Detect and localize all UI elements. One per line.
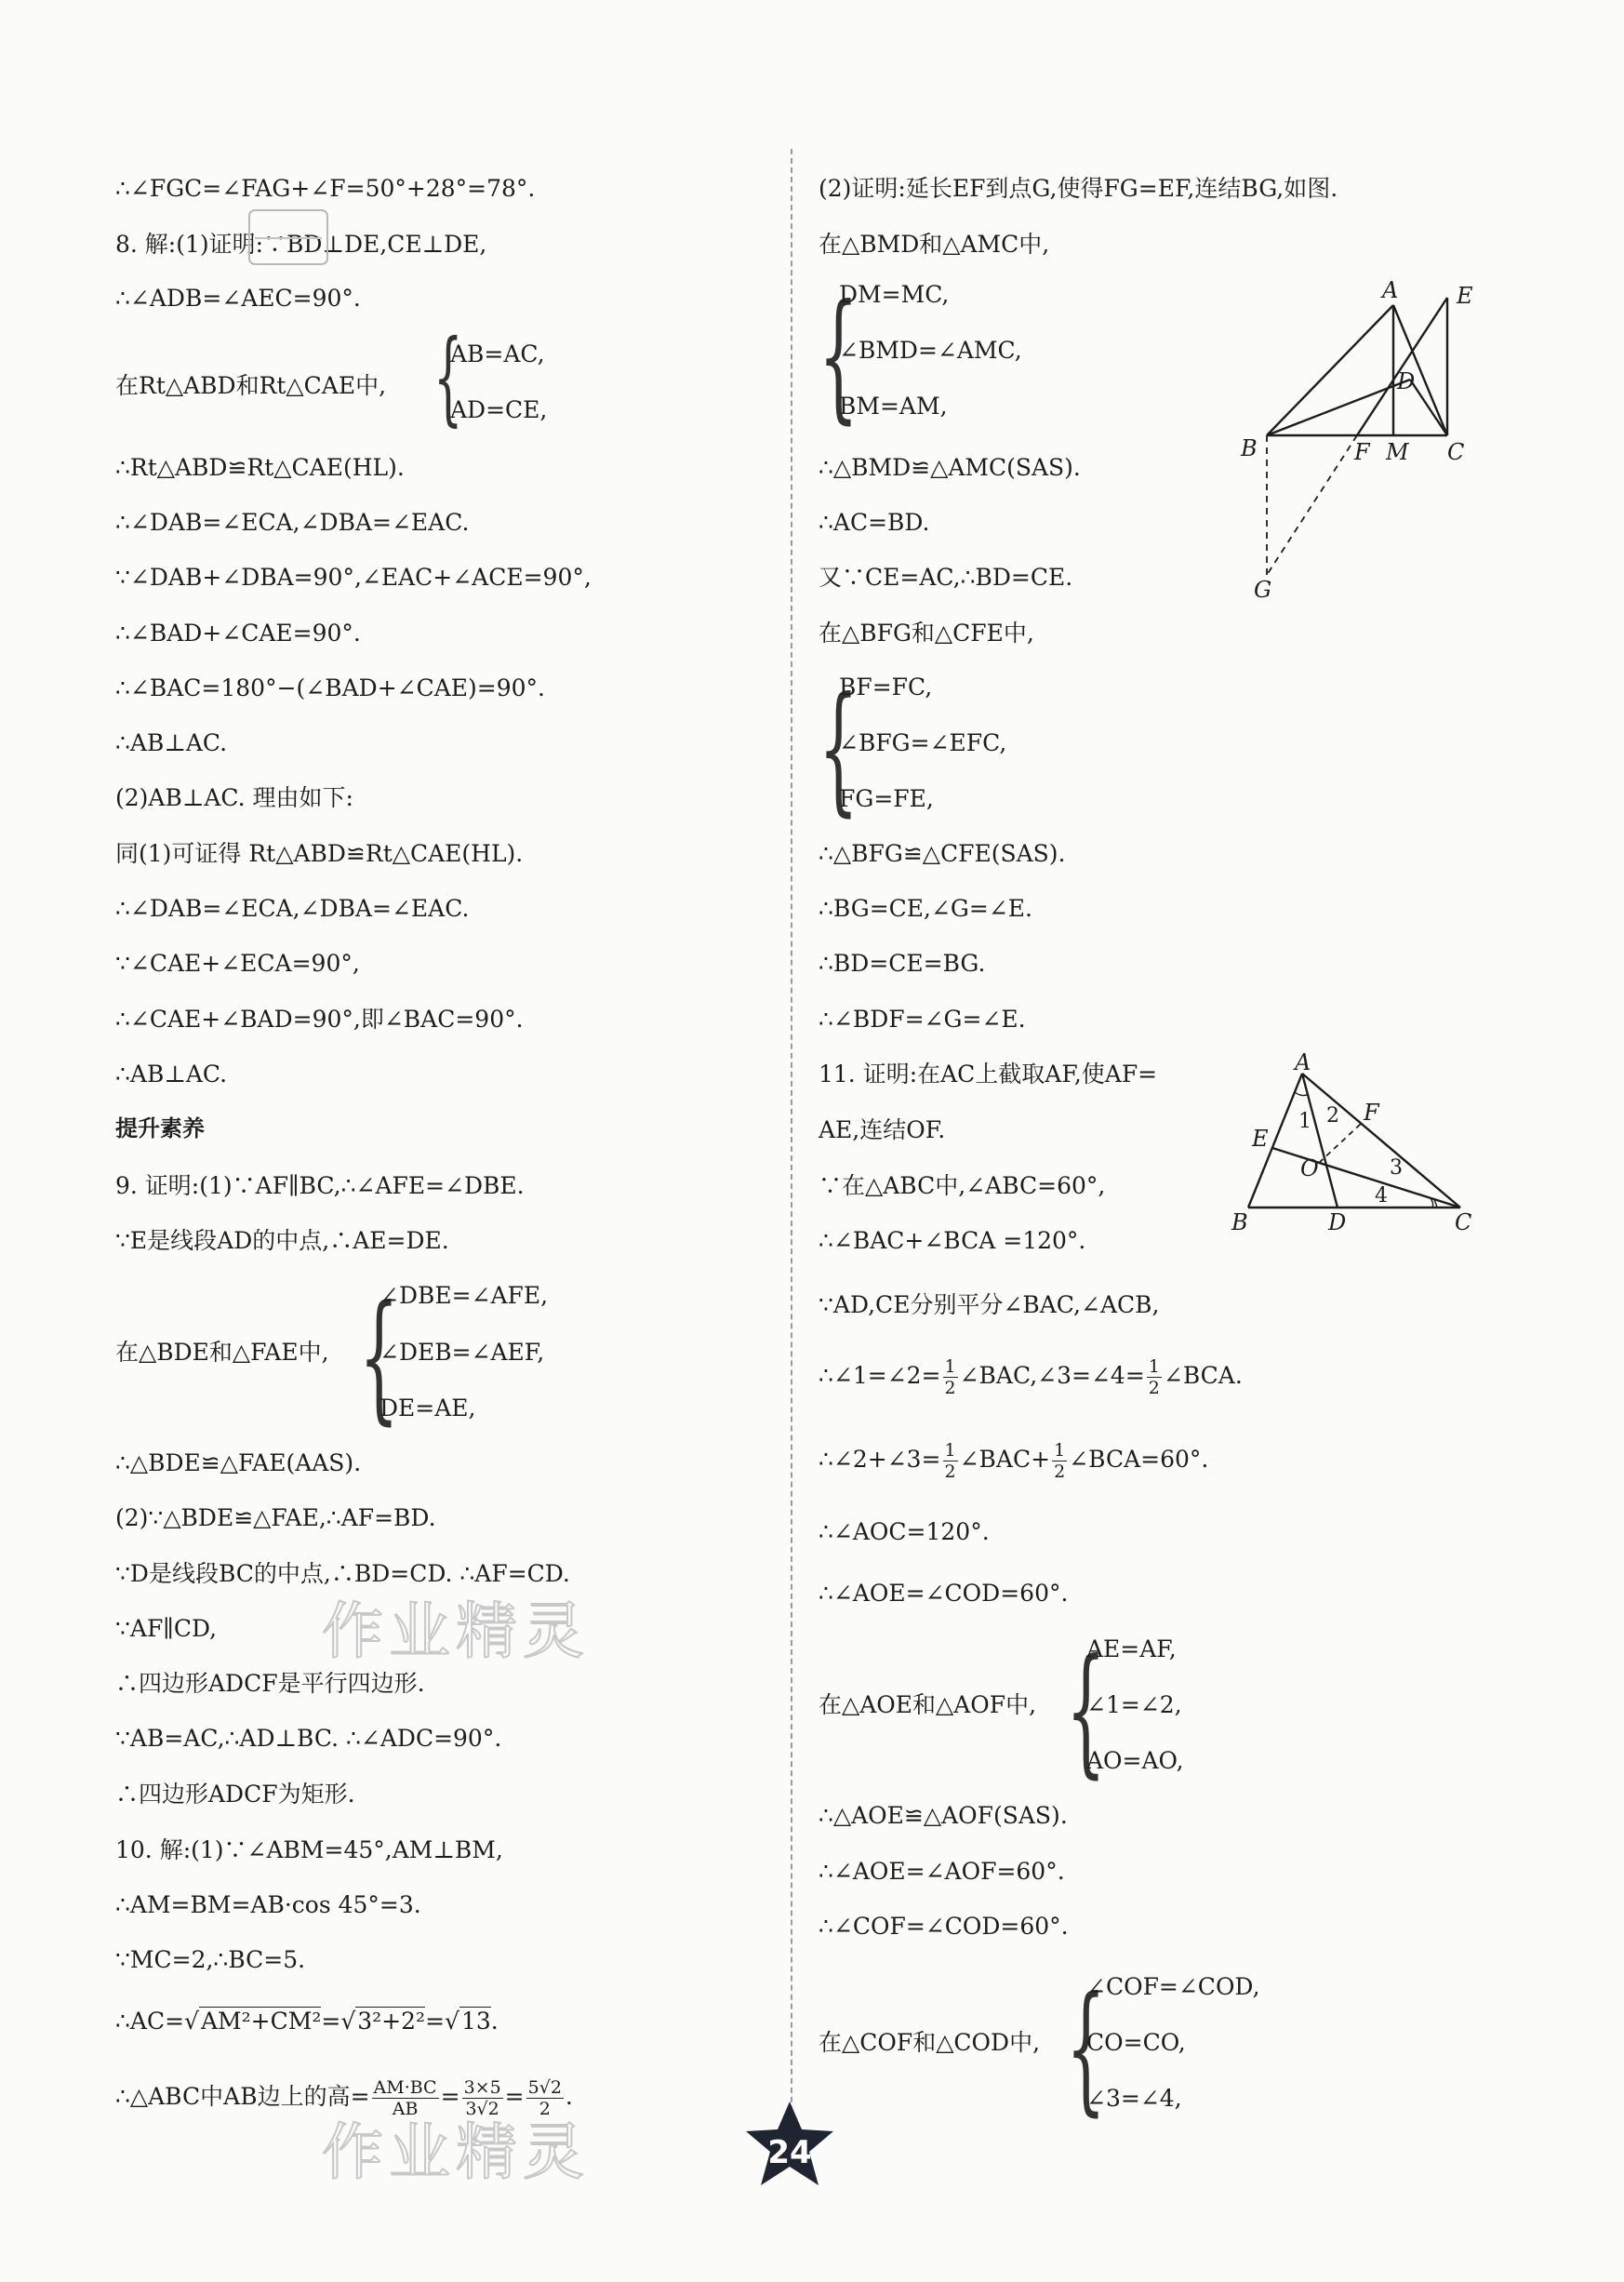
text-line: ∵E是线段AD的中点,∴AE=DE. (115, 1227, 449, 1254)
text-line: ∴∠DAB=∠ECA,∠DBA=∠EAC. (115, 509, 470, 536)
text-line: ∵∠DAB+∠DBA=90°,∠EAC+∠ACE=90°, (115, 564, 592, 591)
text: ∴∠2+∠3= (819, 1446, 941, 1473)
numerator: AM·BC (373, 2077, 437, 2098)
system-row: CO=CO, (1086, 2029, 1186, 2056)
system-row: AE=AF, (1086, 1635, 1177, 1662)
left-brace: { (433, 317, 463, 436)
label-C: C (1455, 1209, 1472, 1235)
numerator: 3×5 (463, 2077, 501, 2098)
system-label: 在△BDE和△FAE中, (115, 1339, 329, 1366)
text-line: ∴AC=BD. (819, 509, 930, 536)
left-brace: { (359, 1276, 399, 1438)
text-line: ∵D是线段BC的中点,∴BD=CD. ∴AF=CD. (115, 1560, 570, 1587)
system-row: AO=AO, (1086, 1747, 1184, 1774)
text-line: ∴∠AOC=120°. (819, 1518, 990, 1545)
text-line: ∴AB⊥AC. (115, 729, 228, 756)
watermark: 作业精灵 (322, 1595, 590, 1667)
page-number: 24 (767, 2134, 812, 2171)
fraction-line (819, 1356, 1243, 1398)
text-line: ∴四边形ADCF是平行四边形. (115, 1670, 425, 1697)
label-E: E (1252, 1126, 1269, 1152)
text: ∴∠1=∠2= (819, 1362, 941, 1389)
text: ∴AC= (115, 2008, 185, 2035)
numerator: 1 (944, 1356, 956, 1377)
label-B: B (1231, 1209, 1248, 1235)
text-line: 又∵CE=AC,∴BD=CE. (819, 564, 1073, 591)
fraction-line (819, 1440, 1208, 1482)
text: ∠BCA=60°. (1069, 1446, 1209, 1473)
system-row: ∠DEB=∠AEF, (379, 1339, 545, 1366)
numerator: 1 (944, 1440, 956, 1461)
numerator: 1 (1148, 1356, 1160, 1377)
problem-8-start: 8. 解:(1)证明:∵BD⊥DE,CE⊥DE, (115, 231, 487, 258)
system-row: ∠COF=∠COD, (1086, 1973, 1260, 2000)
text-line: ∵MC=2,∴BC=5. (115, 1946, 306, 1973)
label-O: O (1300, 1155, 1319, 1181)
text-line: ∴BD=CE=BG. (819, 950, 986, 977)
text-line: ∴△BFG≌△CFE(SAS). (819, 840, 1066, 867)
text-line: ∴∠FGC=∠FAG+∠F=50°+28°=78°. (115, 175, 536, 202)
denominator: 2 (1148, 1378, 1160, 1398)
segment-AB (1267, 305, 1393, 435)
denominator: 2 (539, 2099, 551, 2119)
label-M: M (1386, 439, 1409, 465)
system-row: ∠3=∠4, (1086, 2085, 1182, 2112)
system-row: FG=FE, (839, 785, 934, 812)
fraction (1147, 1356, 1162, 1398)
geometry-figure-problem-11 (1218, 1051, 1479, 1237)
text-line: ∵AB=AC,∴AD⊥BC. ∴∠ADC=90°. (115, 1725, 502, 1752)
text-line: (2)证明:延长EF到点G,使得FG=EF,连结BG,如图. (819, 175, 1338, 202)
text-line: ∴∠BAC+∠BCA =120°. (819, 1227, 1086, 1254)
text-line: ∴∠COF=∠COD=60°. (819, 1913, 1069, 1940)
text-line: ∴AB⊥AC. (115, 1061, 228, 1088)
radicand: 13 (460, 2008, 491, 2035)
numerator: 5√2 (527, 2077, 562, 2098)
label-A: A (1295, 1051, 1311, 1075)
problem-11-start: 11. 证明:在AC上截取AF,使AF= (819, 1061, 1158, 1088)
left-brace: { (1066, 1630, 1106, 1792)
segment-AD (1302, 1074, 1338, 1208)
denominator: 2 (944, 1378, 956, 1398)
text: = (321, 2008, 341, 2035)
label-D: D (1397, 368, 1416, 394)
denominator: AB (392, 2099, 419, 2119)
left-brace: { (819, 275, 859, 437)
text-line: ∴∠AOE=∠COD=60°. (819, 1580, 1069, 1607)
text-line: ∴△BDE≌△FAE(AAS). (115, 1449, 362, 1476)
label-A: A (1382, 277, 1399, 303)
text-line: ∴∠BDF=∠G=∠E. (819, 1006, 1026, 1033)
text: ∠BAC,∠3=∠4= (959, 1362, 1145, 1389)
radicand: 3²+2² (357, 2008, 426, 2035)
text-line: ∴∠BAC=180°−(∠BAD+∠CAE)=90°. (115, 674, 545, 701)
text-line: 同(1)可证得 Rt△ABD≌Rt△CAE(HL). (115, 840, 524, 867)
system-label: 在Rt△ABD和Rt△CAE中, (115, 372, 387, 399)
text-line: ∵AD,CE分别平分∠BAC,∠ACB, (819, 1291, 1160, 1318)
column-divider (791, 149, 792, 2149)
problem-10-start: 10. 解:(1)∵∠ABM=45°,AM⊥BM, (115, 1836, 503, 1863)
label-B: B (1241, 435, 1258, 461)
denominator: 2 (1054, 1461, 1066, 1482)
angle-label-1: 1 (1298, 1110, 1311, 1133)
text-line: ∴∠CAE+∠BAD=90°,即∠BAC=90°. (115, 1006, 524, 1033)
text: . (565, 2083, 573, 2110)
text-line: ∴△AOE≌△AOF(SAS). (819, 1802, 1068, 1829)
system-row: ∠1=∠2, (1086, 1691, 1182, 1718)
system-row: ∠DBE=∠AFE, (379, 1282, 549, 1309)
text-line: ∴∠DAB=∠ECA,∠DBA=∠EAC. (115, 895, 470, 922)
text: . (490, 2008, 499, 2035)
label-F: F (1354, 439, 1370, 465)
system-label: 在△COF和△COD中, (819, 2029, 1041, 2056)
text-line: ∴∠BAD+∠CAE=90°. (115, 620, 361, 647)
text-line: ∵AF∥CD, (115, 1615, 218, 1642)
text-line: (2)∵△BDE≌△FAE,∴AF=BD. (115, 1504, 436, 1531)
denominator: 3√2 (465, 2099, 499, 2119)
segment-FG-dashed (1267, 435, 1357, 575)
text-line: ∴AM=BM=AB·cos 45°=3. (115, 1891, 421, 1918)
angle-label-3: 3 (1390, 1156, 1403, 1180)
section-heading: 提升素养 (115, 1115, 205, 1141)
numerator: 1 (1054, 1440, 1066, 1461)
text-line: (2)AB⊥AC. 理由如下: (115, 784, 353, 811)
fraction (1052, 1440, 1067, 1482)
text-line: 在△BMD和△AMC中, (819, 231, 1050, 258)
left-brace: { (1066, 1968, 1106, 2129)
label-G: G (1254, 577, 1272, 603)
text: ∴△ABC中AB边上的高= (115, 2083, 370, 2110)
system-row: ∠BFG=∠EFC, (839, 729, 1007, 756)
text-line: ∵∠CAE+∠ECA=90°, (115, 950, 360, 977)
fraction (943, 1440, 958, 1482)
text-line: ∴BG=CE,∠G=∠E. (819, 895, 1032, 922)
text-line: ∴∠ADB=∠AEC=90°. (115, 285, 361, 312)
sqrt-line: ∴AC=√AM²+CM²=√3²+2²=√13. (115, 2008, 499, 2035)
geometry-figure-problem-10 (1228, 270, 1488, 605)
page-number-badge (739, 2098, 841, 2191)
system-row: BM=AM, (839, 393, 948, 420)
text-line: ∴四边形ADCF为矩形. (115, 1781, 355, 1808)
problem-9-start: 9. 证明:(1)∵AF∥BC,∴∠AFE=∠DBE. (115, 1172, 525, 1199)
label-C: C (1447, 439, 1465, 465)
text-line: ∴Rt△ABD≌Rt△CAE(HL). (115, 454, 405, 481)
system-row: AB=AC, (450, 340, 545, 367)
denominator: 2 (944, 1461, 956, 1482)
text-line: ∴△BMD≌△AMC(SAS). (819, 454, 1081, 481)
angle-label-4: 4 (1375, 1184, 1388, 1208)
system-row: AD=CE, (450, 396, 548, 423)
system-label: 在△AOE和△AOF中, (819, 1691, 1037, 1718)
text: = (440, 2083, 460, 2110)
fraction (943, 1356, 958, 1398)
text-line: ∵在△ABC中,∠ABC=60°, (819, 1172, 1106, 1199)
system-row: BF=FC, (839, 674, 933, 701)
text-line: AE,连结OF. (819, 1116, 946, 1143)
system-row: DE=AE, (379, 1395, 476, 1421)
text: ∠BCA. (1163, 1362, 1243, 1389)
label-E: E (1457, 283, 1473, 309)
system-row: DM=MC, (839, 281, 950, 308)
watermark: 作业精灵 (322, 2116, 590, 2188)
text-line: 在△BFG和△CFE中, (819, 620, 1034, 647)
left-brace: { (819, 668, 859, 830)
label-D: D (1328, 1209, 1347, 1235)
text-line: ∴∠AOE=∠AOF=60°. (819, 1858, 1065, 1885)
text: = (425, 2008, 446, 2035)
text: = (504, 2083, 525, 2110)
radicand: AM²+CM² (200, 2008, 322, 2035)
stamp-logo (242, 205, 335, 270)
text: ∠BAC+ (959, 1446, 1051, 1473)
angle-label-2: 2 (1326, 1104, 1339, 1128)
label-F: F (1364, 1100, 1379, 1126)
system-row: ∠BMD=∠AMC, (839, 337, 1022, 364)
